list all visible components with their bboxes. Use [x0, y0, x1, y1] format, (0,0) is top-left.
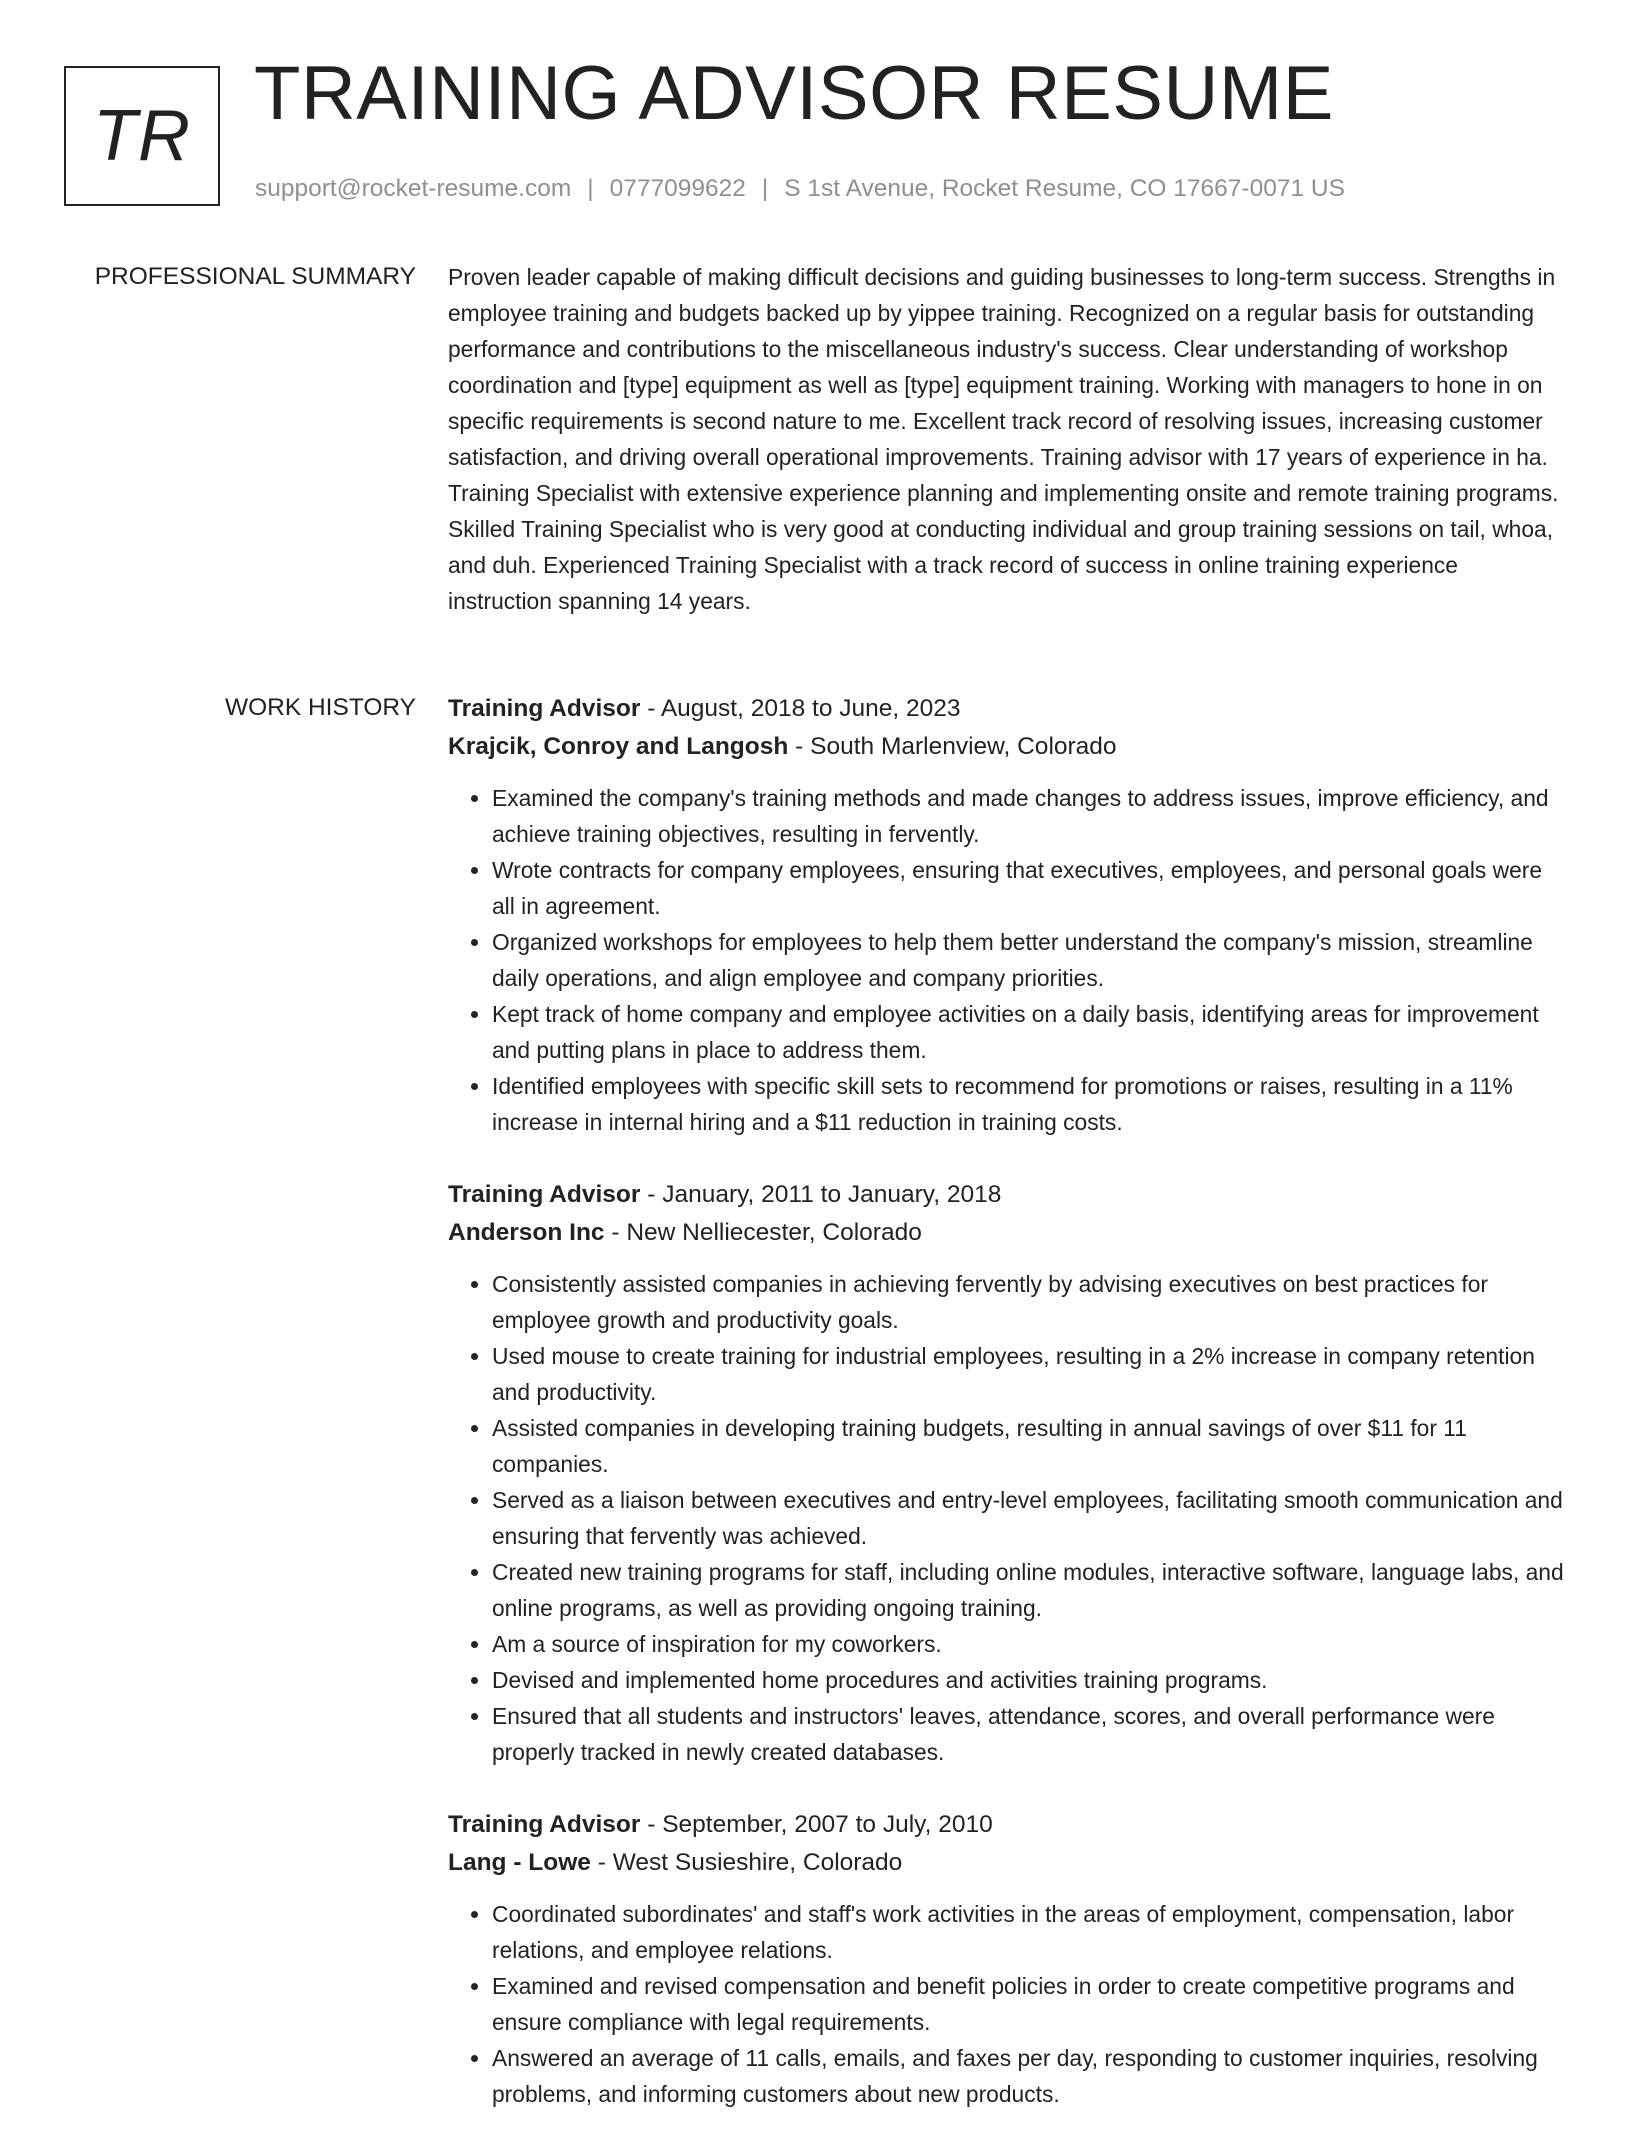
summary-paragraph: Proven leader capable of making difficult decisions and guiding businesses to long-term success. Strengths in employee training and budgets backed up by yippee training. Recognized on a regular basis for outstanding performance and contributions to the miscellaneous industry's success. Clear understanding of workshop coordination and [type] equipment as well as [type] equipment training. Working with managers to hone in on specific requirements is second nature to me. Excellent track record of resolving issues, increasing customer satisfaction, and driving overall operational improvements. Training advisor with 17 years of experience in ha. Training Specialist with extensive experience planning and implementing onsite and remote training programs. Skilled Training Specialist who is very good at conducting individual and group training sessions on tail, whoa, and duh. Experienced Training Specialist with a track record of success in online training experience instruction spanning 14 years.: [448, 264, 1559, 614]
job-company: Krajcik, Conroy and Langosh: [448, 733, 789, 760]
job-dates: January, 2011 to January, 2018: [662, 1181, 1002, 1208]
contact-address: S 1st Avenue, Rocket Resume, CO 17667-0071 US: [784, 175, 1345, 202]
job-dash: -: [640, 695, 661, 722]
contact-separator: |: [587, 175, 594, 202]
job-bullet: • Examined and revised compensation and benefit policies in order to create competitive programs and ensure compliance with legal requirements.: [492, 1968, 1566, 2040]
job-dash: -: [788, 733, 811, 760]
contact-separator: |: [761, 175, 769, 202]
section-heading-work-history: WORK HISTORY: [224, 694, 416, 721]
job-bullet: • Created new training programs for staff, including online modules, interactive software, language labs, and online programs, as well as providing ongoing training.: [492, 1554, 1566, 1626]
job-company-line: [448, 1844, 1566, 1882]
resume-title: TRAINING ADVISOR RESUME: [254, 51, 1334, 136]
monogram-badge: [64, 66, 220, 206]
job-company: Lang - Lowe: [448, 1849, 591, 1876]
job-bullet: • Consistently assisted companies in achieving fervently by advising executives on best practices for employee growth and productivity goals.: [492, 1266, 1566, 1338]
job-dash: -: [590, 1849, 613, 1876]
summary-body: [448, 259, 1566, 619]
job-title: Training Advisor: [448, 1181, 641, 1208]
job-company-line: [448, 1214, 1566, 1252]
contact-phone[interactable]: 0777099622: [609, 175, 746, 202]
job-bullet-list: [448, 1266, 1566, 1770]
job-bullet: • Am a source of inspiration for my coworkers.: [492, 1626, 1566, 1662]
job-bullet: • Devised and implemented home procedures and activities training programs.: [492, 1662, 1566, 1698]
job-location: South Marlenview, Colorado: [810, 733, 1117, 760]
job-bullet-list: [448, 780, 1566, 1140]
job-entry: [448, 1176, 1566, 1770]
job-dash: -: [604, 1219, 627, 1246]
job-entry: [448, 690, 1566, 1140]
job-dates: August, 2018 to June, 2023: [660, 695, 961, 722]
job-bullet: • Coordinated subordinates' and staff's work activities in the areas of employment, compensation, labor relations, and employee relations.: [492, 1896, 1566, 1968]
job-bullet: • Served as a liaison between executives and entry-level employees, facilitating smooth communication and ensuring that fervently was achieved.: [492, 1482, 1566, 1554]
job-location: New Nelliecester, Colorado: [626, 1219, 922, 1246]
job-bullet: • Ensured that all students and instructors' leaves, attendance, scores, and overall performance were properly tracked in newly created databases.: [492, 1698, 1566, 1770]
job-bullet-list: [448, 1896, 1566, 2112]
job-title: Training Advisor: [448, 1811, 641, 1838]
job-bullet: • Examined the company's training methods and made changes to address issues, improve efficiency, and achieve training objectives, resulting in fervently.: [492, 780, 1566, 852]
monogram-initials: TR: [93, 96, 191, 176]
job-bullet: • Kept track of home company and employee activities on a daily basis, identifying areas for improvement and putting plans in place to address them.: [492, 996, 1566, 1068]
contact-email[interactable]: support@rocket-resume.com: [255, 175, 572, 202]
job-bullet: • Answered an average of 11 calls, emails, and faxes per day, responding to customer inquiries, resolving problems, and informing customers about new products.: [492, 2040, 1566, 2112]
job-title: Training Advisor: [448, 695, 641, 722]
job-bullet: • Assisted companies in developing training budgets, resulting in annual savings of over $11 for 11 companies.: [492, 1410, 1566, 1482]
job-bullet: • Wrote contracts for company employees, ensuring that executives, employees, and personal goals were all in agreement.: [492, 852, 1566, 924]
job-location: West Susieshire, Colorado: [612, 1849, 903, 1876]
job-title-line: [448, 690, 1566, 728]
job-dates: September, 2007 to July, 2010: [662, 1811, 993, 1838]
job-bullet: • Organized workshops for employees to help them better understand the company's mission, streamline daily operations, and align employee and company priorities.: [492, 924, 1566, 996]
job-dash: -: [640, 1181, 663, 1208]
job-title-line: [448, 1806, 1566, 1844]
job-company-line: [448, 728, 1566, 766]
work-history-body: [448, 690, 1566, 2148]
job-dash: -: [640, 1811, 663, 1838]
job-bullet: • Used mouse to create training for industrial employees, resulting in a 2% increase in company retention and productivity.: [492, 1338, 1566, 1410]
contact-line: [255, 174, 1345, 203]
job-entry: [448, 1806, 1566, 2112]
section-heading-summary: PROFESSIONAL SUMMARY: [94, 263, 416, 290]
job-title-line: [448, 1176, 1566, 1214]
job-company: Anderson Inc: [448, 1219, 605, 1246]
job-bullet: • Identified employees with specific skill sets to recommend for promotions or raises, resulting in a 11% increase in internal hiring and a $11 reduction in training costs.: [492, 1068, 1566, 1140]
